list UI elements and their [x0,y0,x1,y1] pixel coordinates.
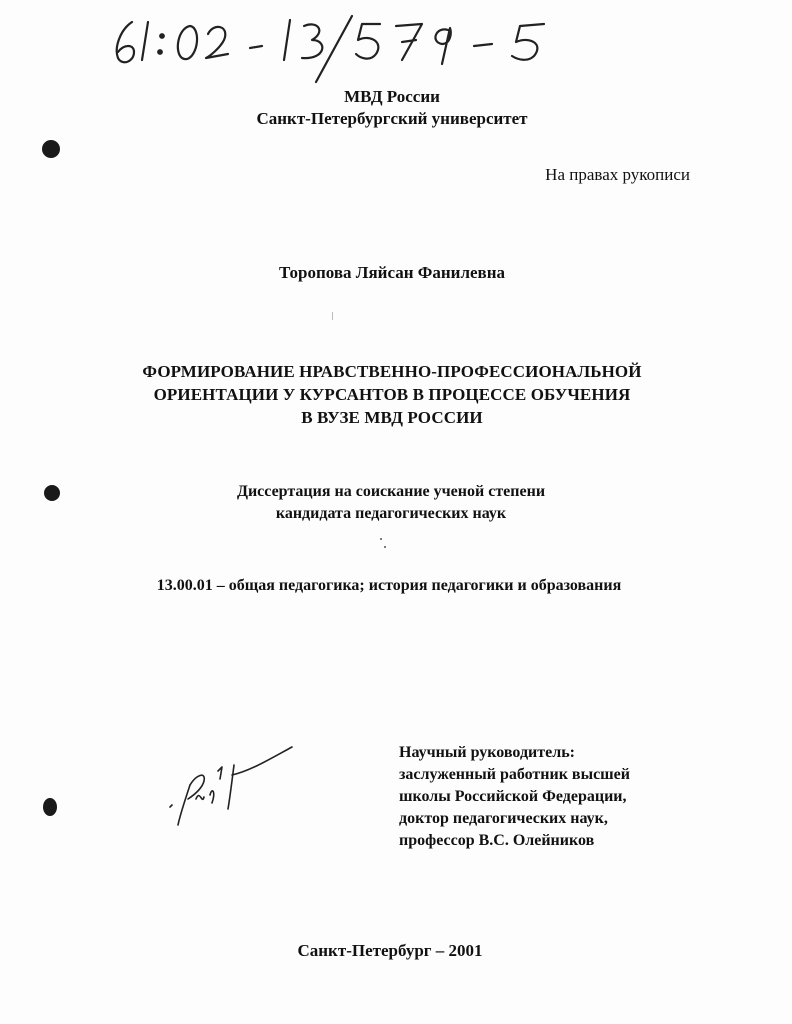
organization-block [0,86,788,130]
scan-speck [384,546,386,548]
punch-hole [44,485,60,501]
scan-speck [332,312,333,320]
degree-line-2: кандидата педагогических наук [275,505,507,522]
title-line-2: ОРИЕНТАЦИИ У КУРСАНТОВ В ПРОЦЕССЕ ОБУЧЕНИЯ [153,385,631,404]
manuscript-note: На правах рукописи [545,165,690,184]
dissertation-title [0,360,788,429]
organization-line-2: Санкт-Петербургский университет [256,109,528,128]
punch-hole [43,798,57,816]
title-line-1: ФОРМИРОВАНИЕ НРАВСТВЕННО-ПРОФЕССИОНАЛЬНОЙ [142,362,642,381]
supervisor-line-4: профессор В.С. Олейников [399,832,595,849]
organization-line-1: МВД России [344,87,440,106]
specialty-code: 13.00.01 – общая педагогика; история педагогики и образования [156,577,622,594]
supervisor-line-1: заслуженный работник высшей [399,766,630,783]
handwritten-archive-number [104,8,574,88]
supervisor-line-2: школы Российской Федерации, [399,788,627,805]
author-name: Торопова Ляйсан Фанилевна [278,263,506,282]
degree-statement [0,481,787,525]
supervisor-line-3: доктор педагогических наук, [399,810,608,827]
scan-speck [380,538,382,540]
title-line-3: В ВУЗЕ МВД РОССИИ [301,408,483,427]
handwritten-signature [160,745,300,830]
city-year: Санкт-Петербург – 2001 [297,941,483,960]
degree-line-1: Диссертация на соискание ученой степени [236,483,546,500]
supervisor-label: Научный руководитель: [399,744,575,761]
supervisor-block [399,742,630,852]
punch-hole [42,140,60,158]
